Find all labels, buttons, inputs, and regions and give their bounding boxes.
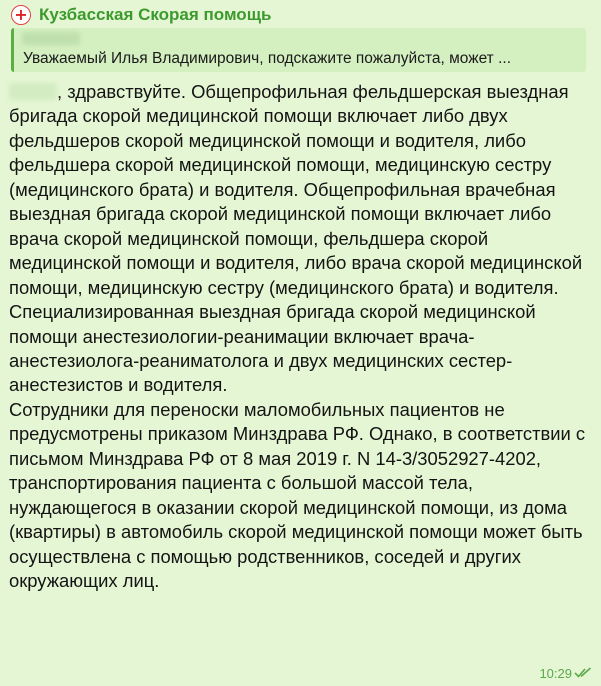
message-meta: [539, 666, 592, 681]
recipient-name-redacted: [9, 83, 57, 100]
message-paragraph-2: Сотрудники для переноски маломобильных пациентов не предусмотрены приказом Минздрава РФ. Однако, в соответствии с письмом Минздрава РФ от 8 мая 2019 г. N 14-3/3052927-4202, транспортирования пациента с большой массой тела, нуждающегося в оказании скорой медицинской помощи, из дома (квартиры) в автомобиль скорой медицинской помощи может быть осуществлена с помощью родственников, соседей и других окружающих лиц.: [9, 398, 586, 592]
message-paragraph-1: [9, 80, 593, 398]
reply-author-redacted: [22, 32, 80, 45]
message-paragraph-1-text: , здравствуйте. Общепрофильная фельдшерская выездная бригада скорой медицинской помощи включает либо двух фельдшеров скорой медицинской помощи и водителя, либо фельдшера скорой медицинской помощи, медицинскую сестру (медицинского брата) и водителя. Общепрофильная врачебная выездная бригада скорой медицинской помощи включает либо врача скорой медицинской помощи, фельдшера скорой медицинской помощи и водителя, либо врача скорой медицинской помощи, медицинскую сестру (медицинского брата) и водителя. Специализированная выездная бригада скорой медицинской помощи анестезиологии-реанимации включает врача-анестезиолога-реаниматолога и двух медицинских сестер-анестезистов и водителя.: [9, 81, 583, 396]
sender-name[interactable]: Кузбасская Скорая помощь: [39, 5, 272, 24]
message-time: 10:29: [539, 666, 572, 681]
message-text: [9, 80, 593, 594]
double-check-icon: [574, 666, 592, 681]
message-header: [11, 3, 272, 27]
red-cross-icon[interactable]: +: [11, 5, 31, 25]
reply-text: Уважаемый Илья Владимирович, подскажите пожалуйста, может ...: [23, 50, 512, 67]
reply-quote[interactable]: [11, 28, 586, 72]
